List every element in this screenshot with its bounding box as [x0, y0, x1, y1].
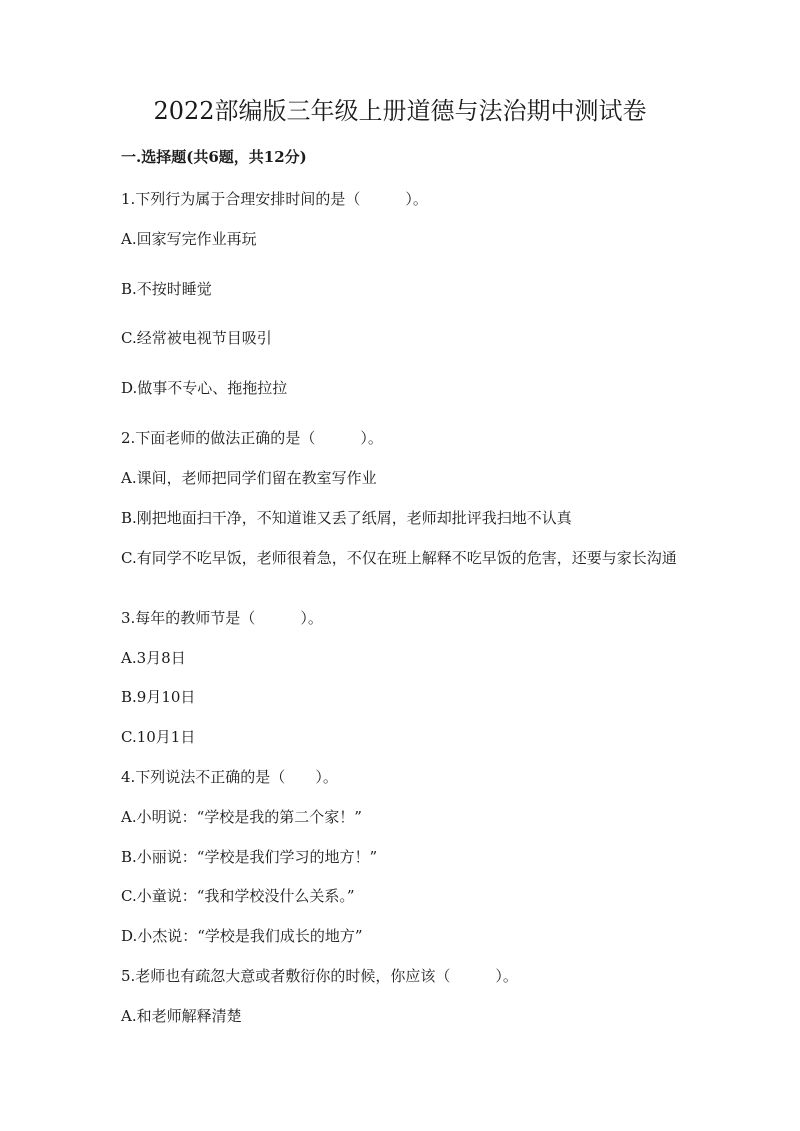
question-4-option-b: B.小丽说：“学校是我们学习的地方！” — [121, 848, 378, 866]
question-3-option-c: C.10月1日 — [121, 728, 196, 746]
section-heading: 一.选择题(共6题，共12分) — [121, 148, 307, 166]
question-2-stem: 2.下面老师的做法正确的是（ ）。 — [121, 429, 383, 447]
question-1-option-b: B.不按时睡觉 — [121, 280, 212, 298]
page-title: 2022部编版三年级上册道德与法治期中测试卷 — [153, 97, 647, 125]
question-3-stem: 3.每年的教师节是（ ）。 — [121, 609, 323, 627]
question-1-option-a: A.回家写完作业再玩 — [121, 230, 257, 248]
question-2-option-c: C.有同学不吃早饭，老师很着急，不仅在班上解释不吃早饭的危害，还要与家长沟通 — [121, 549, 677, 567]
question-3-option-b: B.9月10日 — [121, 688, 196, 706]
question-4-option-d: D.小杰说：“学校是我们成长的地方” — [121, 927, 363, 945]
question-4-option-a: A.小明说：“学校是我的第二个家！” — [121, 808, 362, 826]
question-5-stem: 5.老师也有疏忽大意或者敷衍你的时候，你应该（ ）。 — [121, 967, 518, 985]
question-2-option-b: B.刚把地面扫干净，不知道谁又丢了纸屑，老师却批评我扫地不认真 — [121, 509, 572, 527]
question-4-stem: 4.下列说法不正确的是（ ）。 — [121, 768, 338, 786]
question-3-option-a: A.3月8日 — [121, 649, 186, 667]
question-1-option-d: D.做事不专心、拖拖拉拉 — [121, 379, 288, 397]
question-5-option-a: A.和老师解释清楚 — [121, 1007, 242, 1025]
question-1-stem: 1.下列行为属于合理安排时间的是（ ）。 — [121, 190, 428, 208]
question-1-option-c: C.经常被电视节目吸引 — [121, 329, 272, 347]
question-2-option-a: A.课间，老师把同学们留在教室写作业 — [121, 469, 377, 487]
question-4-option-c: C.小童说：“我和学校没什么关系。” — [121, 887, 355, 905]
